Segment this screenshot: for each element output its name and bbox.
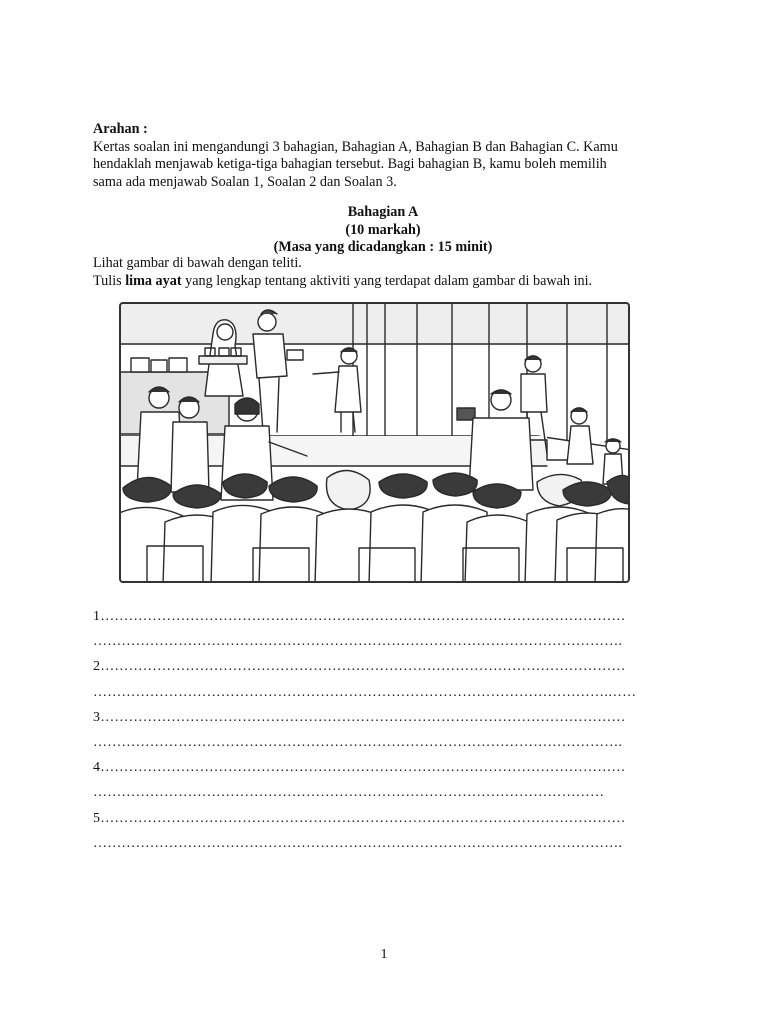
instructions-heading: Arahan : (93, 121, 148, 137)
task-line: Lihat gambar di bawah dengan teliti. (93, 255, 302, 271)
answer-line-5-continuation[interactable]: …………………………………………………………………………………………………. (93, 835, 623, 851)
instructions-line: sama ada menjawab Soalan 1, Soalan 2 dan Soalan 3. (93, 173, 397, 190)
ceremony-illustration (117, 300, 632, 585)
answer-line-4[interactable]: 4………………………………………………………………………………………………… (93, 760, 626, 776)
instructions (93, 121, 683, 191)
section-time: (Masa yang dicadangkan : 15 minit) (273, 239, 493, 256)
task-line (93, 273, 693, 291)
section-header (93, 204, 673, 257)
task-text: yang lengkap tentang aktiviti yang terdapat dalam gambar di bawah ini. (181, 272, 593, 289)
answer-line-5[interactable]: 5………………………………………………………………………………………………… (93, 810, 626, 826)
answer-line-2-continuation[interactable]: ……………………………………………………………………………………………….…… (93, 684, 637, 700)
task-instructions (93, 255, 693, 290)
instructions-line: hendaklah menjawab ketiga-tiga bahagian tersebut. Bagi bahagian B, kamu boleh memilih (93, 156, 607, 172)
answer-line-3[interactable]: 3………………………………………………………………………………………………… (93, 709, 626, 725)
instructions-line: Kertas soalan ini mengandungi 3 bahagian, Bahagian A, Bahagian B dan Bahagian C. Kamu (93, 138, 618, 155)
answer-line-2[interactable]: 2………………………………………………………………………………………………… (93, 659, 626, 675)
answer-line-3-continuation[interactable]: …………………………………………………………………………………………………. (93, 734, 623, 750)
answer-lines (93, 604, 683, 856)
section-marks: (10 markah) (345, 221, 421, 238)
task-text: Tulis (93, 272, 126, 289)
answer-line-1[interactable]: 1………………………………………………………………………………………………… (93, 609, 626, 624)
answer-line-1-continuation[interactable]: …………………………………………………………………………………………………. (93, 634, 623, 650)
task-emphasis: lima ayat (125, 272, 182, 289)
page-number: 1 (380, 947, 388, 962)
answer-line-4-continuation[interactable]: ……………………………………………………………………………………………… (93, 785, 605, 801)
section-title: Bahagian A (347, 204, 419, 220)
